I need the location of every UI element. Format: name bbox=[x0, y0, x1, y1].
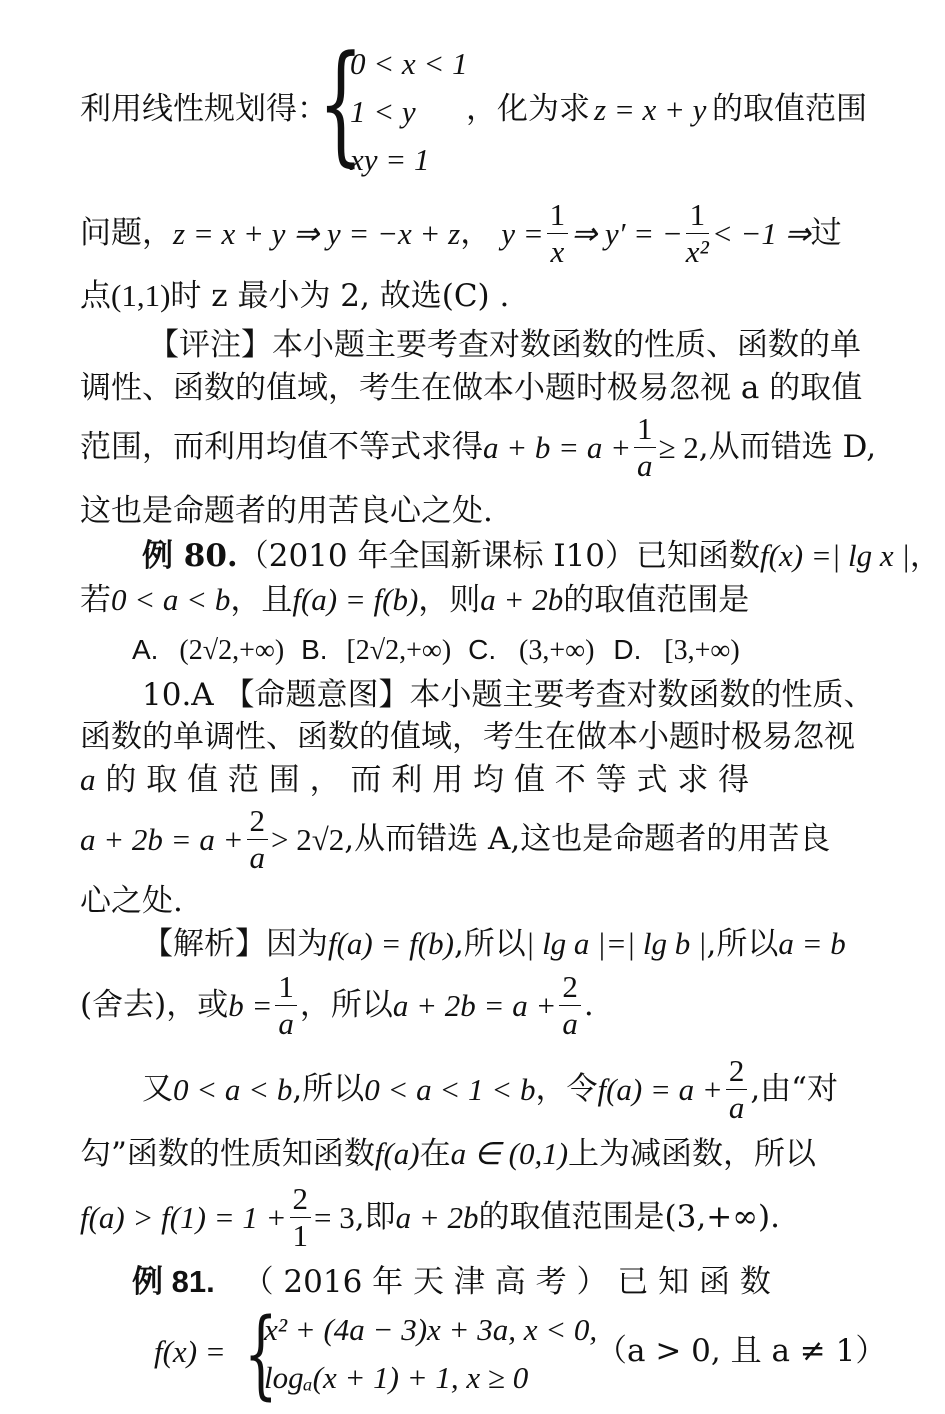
ex80-options bbox=[132, 636, 740, 665]
option-a-value: (2√2,+∞) bbox=[179, 635, 285, 666]
p2-frac-2: $\frac{1}{\text{x²}}$ bbox=[685, 196, 709, 269]
option-c-label: C. bbox=[468, 634, 497, 665]
ans10-line-5: 心之处. bbox=[80, 883, 183, 919]
ex80-src: （2010 年全国新课标 I10）已知函数 bbox=[237, 538, 761, 574]
p3-line bbox=[80, 280, 509, 312]
option-a-label: A. bbox=[132, 634, 159, 665]
solution-line-5: f(a) > f(1) = 1 + $\frac{2}{1}$ = 3 ,即 a + 2b 的取值范围是(3,+∞). bbox=[80, 1180, 780, 1253]
ans10-line-2: 函数的单调性、函数的值域，考生在做本小题时极易忽视 bbox=[80, 719, 855, 755]
comment-line-3 bbox=[80, 410, 876, 484]
ex81-func: f(x) = bbox=[154, 1334, 226, 1369]
p3-b: 时 z 最小为 2, 故选(C) . bbox=[170, 278, 510, 314]
p2-b: z = x + y ⇒ y = −x + z bbox=[173, 215, 461, 251]
comment-l3b: ,从而错选 D, bbox=[698, 428, 877, 465]
comment-line-1: 【评注】本小题主要考查对数函数的性质、函数的单 bbox=[148, 327, 861, 363]
ex81-condition: （a > 0, 且 a ≠ 1） bbox=[596, 1333, 887, 1369]
piecewise-brace: { bbox=[244, 1298, 278, 1410]
p1-expr: z = x + y bbox=[594, 92, 707, 127]
p2-d-post: < −1 ⇒ bbox=[711, 215, 811, 251]
option-b-value: [2√2,+∞) bbox=[346, 635, 452, 666]
p2-line bbox=[80, 196, 842, 270]
system-brace: { bbox=[318, 27, 364, 179]
ans10-line-3: a 的 取 值 范 围 ， 而 利 用 均 值 不 等 式 求 得 bbox=[80, 762, 750, 798]
ex80-line-2: 若0 < a < b，且f(a) = f(b)，则a + 2b的取值范围是 bbox=[80, 582, 750, 618]
solution-line-2: (舍去)，或 b = $\frac{1}{a}$ ，所以 a + 2b = a + $\frac{2}{a}$ . bbox=[80, 968, 594, 1041]
option-d-label: D. bbox=[613, 634, 642, 665]
ex81-label: 例 81. bbox=[132, 1264, 215, 1299]
system-row-1: 0 < x < 1 bbox=[350, 46, 468, 81]
p2-d-pre: y = bbox=[501, 215, 544, 251]
p1-intro: 利用线性规划得： bbox=[80, 91, 328, 127]
ex81-src: （ 2016 年 天 津 高 考 ） 已 知 函 数 bbox=[242, 1264, 771, 1300]
ans10-line-4: a + 2b = a + $\frac{2}{a}$ > 2√2 ,从而错选 A,这也是命题者的用苦良 bbox=[80, 802, 831, 875]
ex80-label: 例 80. bbox=[142, 538, 238, 574]
comment-line-2: 调性、函数的值域，考生在做本小题时极易忽视 a 的取值 bbox=[80, 370, 863, 406]
ex81-case-2: logₐ(x + 1) + 1, x ≥ 0 bbox=[264, 1360, 529, 1395]
p2-c: ， bbox=[460, 214, 492, 251]
system-row-2: 1 < y bbox=[350, 94, 416, 129]
p2-e: 过 bbox=[810, 214, 842, 251]
ex80-func: f(x) =| lg x | bbox=[760, 538, 910, 573]
ex80-line-1 bbox=[142, 540, 941, 572]
ans10-line-1: 10.A 【命题意图】本小题主要考查对数函数的性质、 bbox=[142, 677, 875, 713]
solution-frac-1: $\frac{1}{a}$ bbox=[275, 969, 297, 1041]
comment-l3m2: ≥ 2 bbox=[658, 429, 699, 465]
p3-a: 点 bbox=[80, 278, 111, 314]
option-c-value: (3,+∞) bbox=[519, 635, 595, 666]
comment-frac: $\frac{1}{a}$ bbox=[634, 411, 656, 483]
ex81-case-1: x² + (4a − 3)x + 3a, x < 0, bbox=[264, 1312, 598, 1347]
solution-line-4: 勾”函数的性质知函数f(a)在a ∈ (0,1)上为减函数，所以 bbox=[80, 1136, 817, 1172]
p3-point: (1,1) bbox=[111, 278, 171, 313]
solution-frac-3: $\frac{2}{a}$ bbox=[726, 1053, 748, 1125]
option-b-label: B. bbox=[301, 634, 328, 665]
comment-line-4: 这也是命题者的用苦良心之处. bbox=[80, 493, 493, 529]
p2-a: 问题， bbox=[80, 214, 173, 251]
solution-line-1: 【解析】因为f(a) = f(b),所以| lg a |=| lg b |,所以a = b bbox=[142, 926, 846, 962]
ex81-line-1 bbox=[132, 1266, 771, 1298]
comment-l3m: a + b = a + bbox=[483, 429, 632, 465]
p2-frac-1: $\frac{1}{x}$ bbox=[547, 197, 569, 269]
p1-tail: 的取值范围 bbox=[712, 91, 867, 127]
p1-comma: ，化为求 bbox=[466, 91, 590, 127]
solution-frac-4: $\frac{2}{1}$ bbox=[290, 1181, 312, 1253]
p2-d-mid: ⇒ y′ = − bbox=[571, 215, 683, 251]
solution-frac-2: $\frac{2}{a}$ bbox=[559, 969, 581, 1041]
ans10-frac: $\frac{2}{a}$ bbox=[247, 803, 269, 875]
system-row-3: xy = 1 bbox=[350, 142, 430, 177]
comment-l3a: 范围，而利用均值不等式求得 bbox=[80, 428, 483, 465]
solution-line-3: 又 0 < a < b ,所以 0 < a < 1 < b ，令 f(a) = a + $\frac{2}{a}$ ,由“对 bbox=[142, 1052, 839, 1125]
option-d-value: [3,+∞) bbox=[664, 635, 740, 666]
ex80-end: ， bbox=[909, 538, 941, 574]
